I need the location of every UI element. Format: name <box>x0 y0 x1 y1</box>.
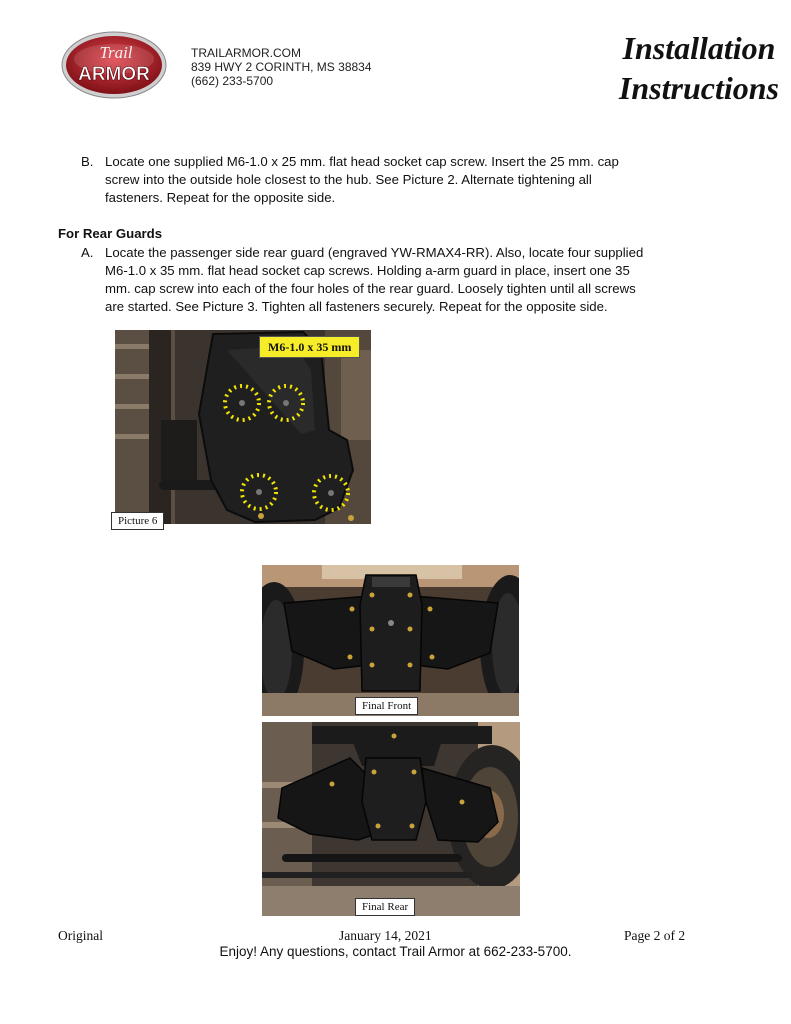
final-front-photo <box>262 565 519 716</box>
screw-size-callout: M6-1.0 x 35 mm <box>259 336 360 358</box>
step-a-line: M6-1.0 x 35 mm. flat head socket cap screws. Holding a-arm guard in place, insert one 35 <box>105 263 630 278</box>
website-text: TRAILARMOR.COM <box>191 46 302 60</box>
final-rear-photo <box>262 722 520 916</box>
footer-page-number: Page 2 of 2 <box>624 928 686 943</box>
footer-contact-line: Enjoy! Any questions, contact Trail Armor at 662-233-5700. <box>219 944 572 959</box>
title-line-1: Installation <box>622 30 776 66</box>
picture-6-caption: Picture 6 <box>111 512 164 530</box>
title-line-2: Instructions <box>618 70 779 106</box>
logo-text-top: Trail <box>99 43 133 62</box>
rear-guards-heading: For Rear Guards <box>58 226 163 241</box>
phone-text: (662) 233-5700 <box>191 74 274 88</box>
final-front-caption: Final Front <box>355 697 418 715</box>
final-rear-image <box>262 722 520 916</box>
picture-6-photo <box>115 330 371 524</box>
step-b-line: Locate one supplied M6-1.0 x 25 mm. flat head socket cap screw. Insert the 25 mm. cap <box>105 154 619 169</box>
step-b <box>81 153 771 209</box>
step-b-letter: B. <box>81 154 94 169</box>
logo-badge <box>60 30 168 100</box>
footer-original: Original <box>58 928 103 943</box>
step-b-line: screw into the outside hole closest to the hub. See Picture 2. Alternate tightening all <box>105 172 592 187</box>
final-front-image <box>262 565 519 716</box>
final-rear-caption: Final Rear <box>355 898 415 916</box>
footer-date: January 14, 2021 <box>339 928 432 943</box>
step-a-line: mm. cap screw into each of the four holes of the rear guard. Loosely tighten until all screws <box>105 281 636 296</box>
document-title <box>619 28 779 108</box>
contact-block <box>191 46 372 88</box>
address-text: 839 HWY 2 CORINTH, MS 38834 <box>191 60 372 74</box>
step-a-line: are started. See Picture 3. Tighten all fasteners securely. Repeat for the opposite side. <box>105 299 608 314</box>
step-a <box>81 244 781 318</box>
step-b-line: fasteners. Repeat for the opposite side. <box>105 190 336 205</box>
trail-armor-logo <box>60 30 168 100</box>
logo-text-bottom: ARMOR <box>78 64 150 85</box>
step-a-line: Locate the passenger side rear guard (engraved YW-RMAX4-RR). Also, locate four supplied <box>105 245 644 260</box>
step-a-letter: A. <box>81 245 94 260</box>
picture-6-image <box>115 330 371 524</box>
